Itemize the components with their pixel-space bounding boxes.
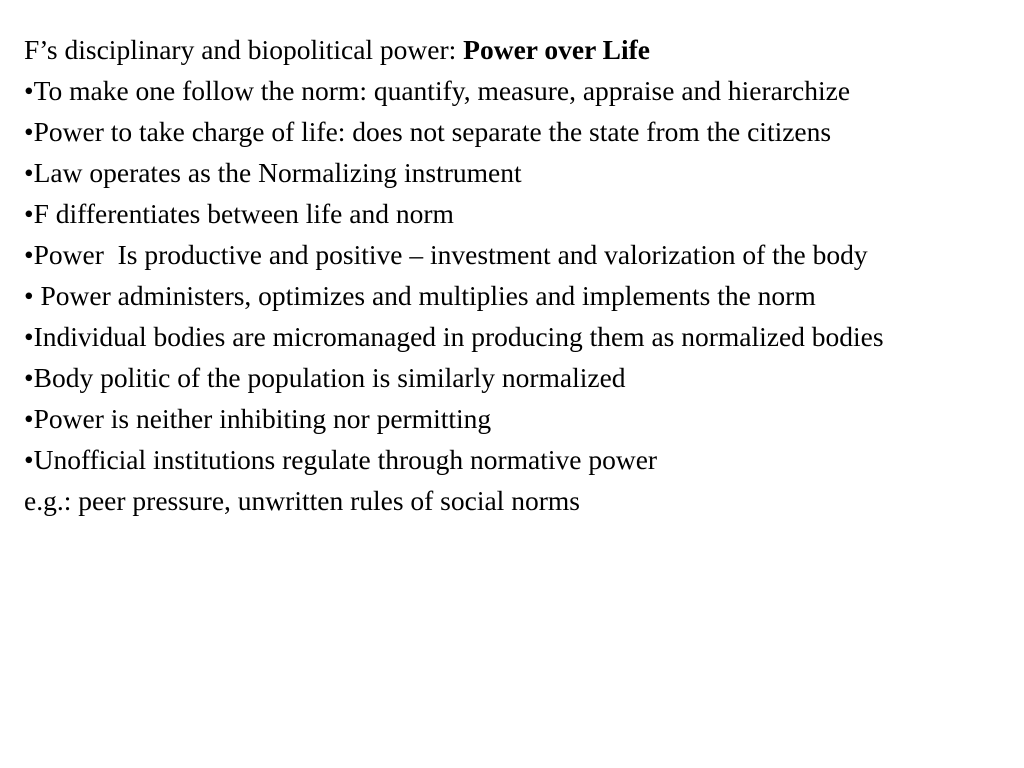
bullet-item: •Body politic of the population is similarly normalized — [24, 362, 626, 393]
bullet-item: •Power is neither inhibiting nor permitting — [24, 403, 492, 434]
example-line: e.g.: peer pressure, unwritten rules of social norms — [24, 485, 580, 516]
bullet-item: •Power Is productive and positive – investment and valorization of the body — [24, 239, 868, 270]
bullet-item: • Power administers, optimizes and multiplies and implements the norm — [24, 280, 816, 311]
bullet-item: •Law operates as the Normalizing instrument — [24, 157, 522, 188]
title-emphasis: Power over Life — [463, 34, 651, 65]
slide-content — [24, 29, 1009, 521]
title-prefix: F’s disciplinary and biopolitical power: — [24, 34, 464, 65]
bullet-item: •To make one follow the norm: quantify, measure, appraise and hierarchize — [24, 75, 851, 106]
bullet-item: •Power to take charge of life: does not separate the state from the citizens — [24, 116, 832, 147]
slide-title — [24, 29, 1009, 70]
bullet-item: •F differentiates between life and norm — [24, 198, 454, 229]
bullet-item: •Individual bodies are micromanaged in producing them as normalized bodies — [24, 321, 884, 352]
bullet-item: •Unofficial institutions regulate through normative power — [24, 444, 658, 475]
